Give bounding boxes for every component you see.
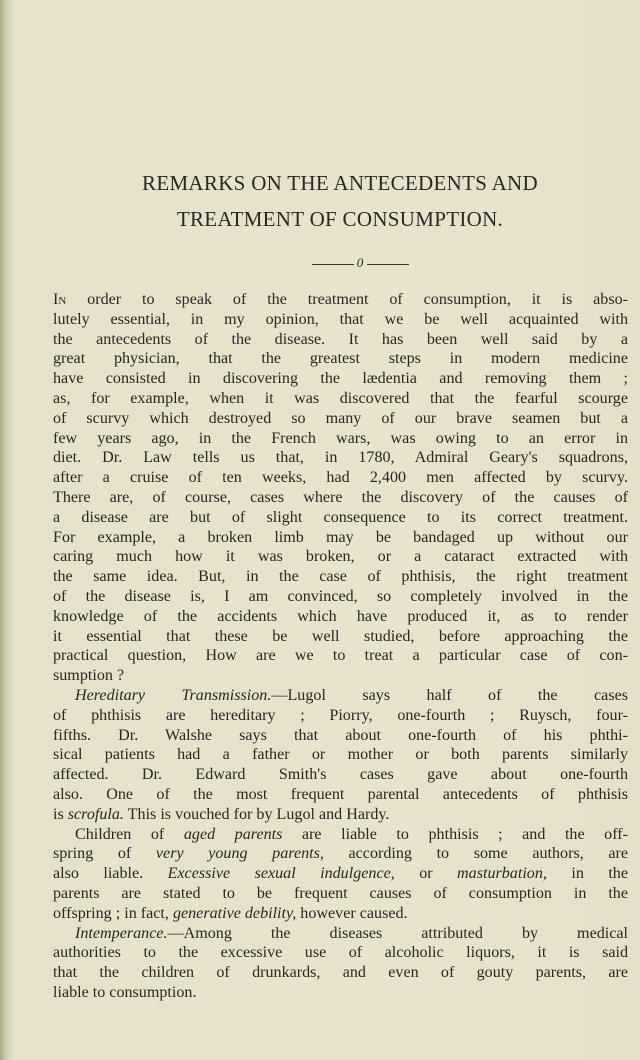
text-line-p1-l19 bbox=[53, 646, 628, 666]
text-line-p1-l16 bbox=[53, 587, 628, 607]
text-line-p3-l1 bbox=[53, 825, 628, 845]
text-run: of phthisis are hereditary ; Piorry, one-fourth ; Ruysch, four- bbox=[53, 706, 628, 724]
section-ornament bbox=[306, 255, 414, 271]
text-run: Excessive sexual indulgence, bbox=[167, 865, 395, 883]
text-run: masturbation, bbox=[457, 865, 547, 883]
text-run: spring of bbox=[53, 845, 156, 863]
text-run: Intemperance. bbox=[75, 924, 168, 942]
text-line-p3-l2 bbox=[53, 844, 628, 864]
text-run: after a cruise of ten weeks, had 2,400 men affected by scurvy. bbox=[53, 469, 628, 487]
text-run: also liable. bbox=[53, 865, 168, 883]
text-run: caring much how it was broken, or a cataract extracted with bbox=[53, 548, 628, 566]
text-run: according to some authors, are bbox=[323, 845, 629, 863]
text-line-p4-l1 bbox=[53, 924, 628, 944]
text-run: as, for example, when it was discovered that the fearful scourge bbox=[53, 389, 628, 407]
text-line-p2-l1 bbox=[53, 686, 628, 706]
text-line-p1-l7 bbox=[53, 409, 628, 429]
text-run: it essential that these be well studied, before approaching the bbox=[53, 627, 628, 645]
text-run: also. One of the most frequent parental antecedents of phthisis bbox=[53, 785, 628, 803]
text-run: are liable to phthisis ; and the off- bbox=[282, 825, 628, 843]
text-run: lutely essential, in my opinion, that we be well acquainted with bbox=[53, 310, 628, 328]
text-run: practical question, How are we to treat a particular case of con- bbox=[53, 647, 628, 665]
text-run: There are, of course, cases where the discovery of the causes of bbox=[53, 488, 628, 506]
chapter-title-line-2: TREATMENT OF CONSUMPTION. bbox=[176, 207, 504, 231]
text-run: —Lugol says half of the cases bbox=[271, 686, 628, 704]
text-line-p1-l3 bbox=[53, 330, 628, 350]
text-run: of the disease is, I am convinced, so completely involved in the bbox=[53, 587, 628, 605]
text-run: diet. Dr. Law tells us that, in 1780, Admiral Geary's squadrons, bbox=[53, 449, 628, 467]
text-line-p4-l4 bbox=[53, 983, 628, 1003]
text-line-p1-l9 bbox=[53, 448, 628, 468]
text-line-p3-l5 bbox=[53, 904, 628, 924]
text-run: very young parents, bbox=[155, 845, 324, 863]
text-run: or bbox=[394, 865, 458, 883]
text-line-p1-l13 bbox=[53, 528, 628, 548]
text-line-p1-l15 bbox=[53, 567, 628, 587]
text-line-p4-l2 bbox=[53, 943, 628, 963]
text-line-p1-l5 bbox=[53, 369, 628, 389]
text-line-p1-l11 bbox=[53, 488, 628, 508]
text-run: Children of bbox=[75, 825, 184, 843]
text-run: order to speak of the treatment of consumption, it is abso- bbox=[66, 291, 628, 308]
text-run: sical patients had a father or mother or both parents similarly bbox=[53, 746, 628, 764]
text-run: the same idea. But, in the case of phthisis, the right treatment bbox=[53, 568, 628, 586]
text-line-p2-l7 bbox=[53, 805, 628, 825]
text-line-p2-l5 bbox=[53, 765, 628, 785]
text-run: sumption ? bbox=[53, 667, 125, 685]
text-run: in the bbox=[546, 865, 628, 883]
text-run: authorities to the excessive use of alcoholic liquors, it is said bbox=[53, 944, 628, 962]
text-run: few years ago, in the French wars, was owing to an error in bbox=[53, 429, 628, 447]
ornament-mark: 0 bbox=[356, 255, 364, 270]
text-line-p1-l2 bbox=[53, 310, 628, 330]
text-line-p1-l4 bbox=[53, 349, 628, 369]
text-run: however caused. bbox=[296, 904, 408, 922]
text-run: For example, a broken limb may be bandaged up without our bbox=[53, 528, 628, 546]
text-line-p1-l20 bbox=[53, 666, 628, 686]
text-line-p1-l17 bbox=[53, 607, 628, 627]
text-run: have consisted in discovering the lædentia and removing them ; bbox=[53, 370, 628, 388]
text-line-p2-l6 bbox=[53, 785, 628, 805]
text-line-p2-l3 bbox=[53, 726, 628, 746]
text-line-p1-l18 bbox=[53, 627, 628, 647]
text-run: This is vouched for by Lugol and Hardy. bbox=[123, 805, 390, 823]
chapter-title-line-1: REMARKS ON THE ANTECEDENTS AND bbox=[142, 171, 538, 195]
text-run: knowledge of the accidents which have produced it, as to render bbox=[53, 607, 628, 625]
ornament-rule-right bbox=[367, 264, 409, 265]
body-text bbox=[53, 290, 628, 1003]
text-run: liable to consumption. bbox=[53, 983, 197, 1001]
text-line-p4-l3 bbox=[53, 963, 628, 983]
text-run: a disease are but of slight consequence to its correct treatment. bbox=[53, 508, 628, 526]
text-line-p3-l3 bbox=[53, 864, 628, 884]
text-line-p1-l1 bbox=[53, 290, 628, 310]
text-run: offspring ; in fact, bbox=[53, 904, 173, 922]
text-run: is bbox=[53, 805, 68, 823]
text-run: —Among the diseases attributed by medical bbox=[167, 924, 628, 942]
text-run: In bbox=[53, 291, 67, 308]
text-run: Hereditary Transmission. bbox=[75, 686, 272, 704]
text-run: affected. Dr. Edward Smith's cases gave about one-fourth bbox=[53, 766, 628, 784]
text-line-p1-l6 bbox=[53, 389, 628, 409]
text-line-p1-l14 bbox=[53, 547, 628, 567]
text-line-p2-l2 bbox=[53, 706, 628, 726]
text-line-p2-l4 bbox=[53, 745, 628, 765]
text-run: generative debility, bbox=[172, 904, 297, 922]
text-run: scrofula. bbox=[67, 805, 124, 823]
text-line-p1-l12 bbox=[53, 508, 628, 528]
text-run: parents are stated to be frequent causes of consumption in the bbox=[53, 884, 628, 902]
text-run: the antecedents of the disease. It has been well said by a bbox=[53, 330, 628, 348]
text-run: great physician, that the greatest steps in modern medicine bbox=[53, 350, 628, 368]
text-run: fifths. Dr. Walshe says that about one-fourth of his phthi- bbox=[53, 726, 628, 744]
text-line-p1-l10 bbox=[53, 468, 628, 488]
text-line-p3-l4 bbox=[53, 884, 628, 904]
ornament-rule-left bbox=[312, 264, 354, 265]
text-line-p1-l8 bbox=[53, 429, 628, 449]
text-run: aged parents bbox=[183, 825, 283, 843]
text-run: of scurvy which destroyed so many of our brave seamen but a bbox=[53, 409, 628, 427]
text-run: that the children of drunkards, and even of gouty parents, are bbox=[53, 964, 628, 982]
